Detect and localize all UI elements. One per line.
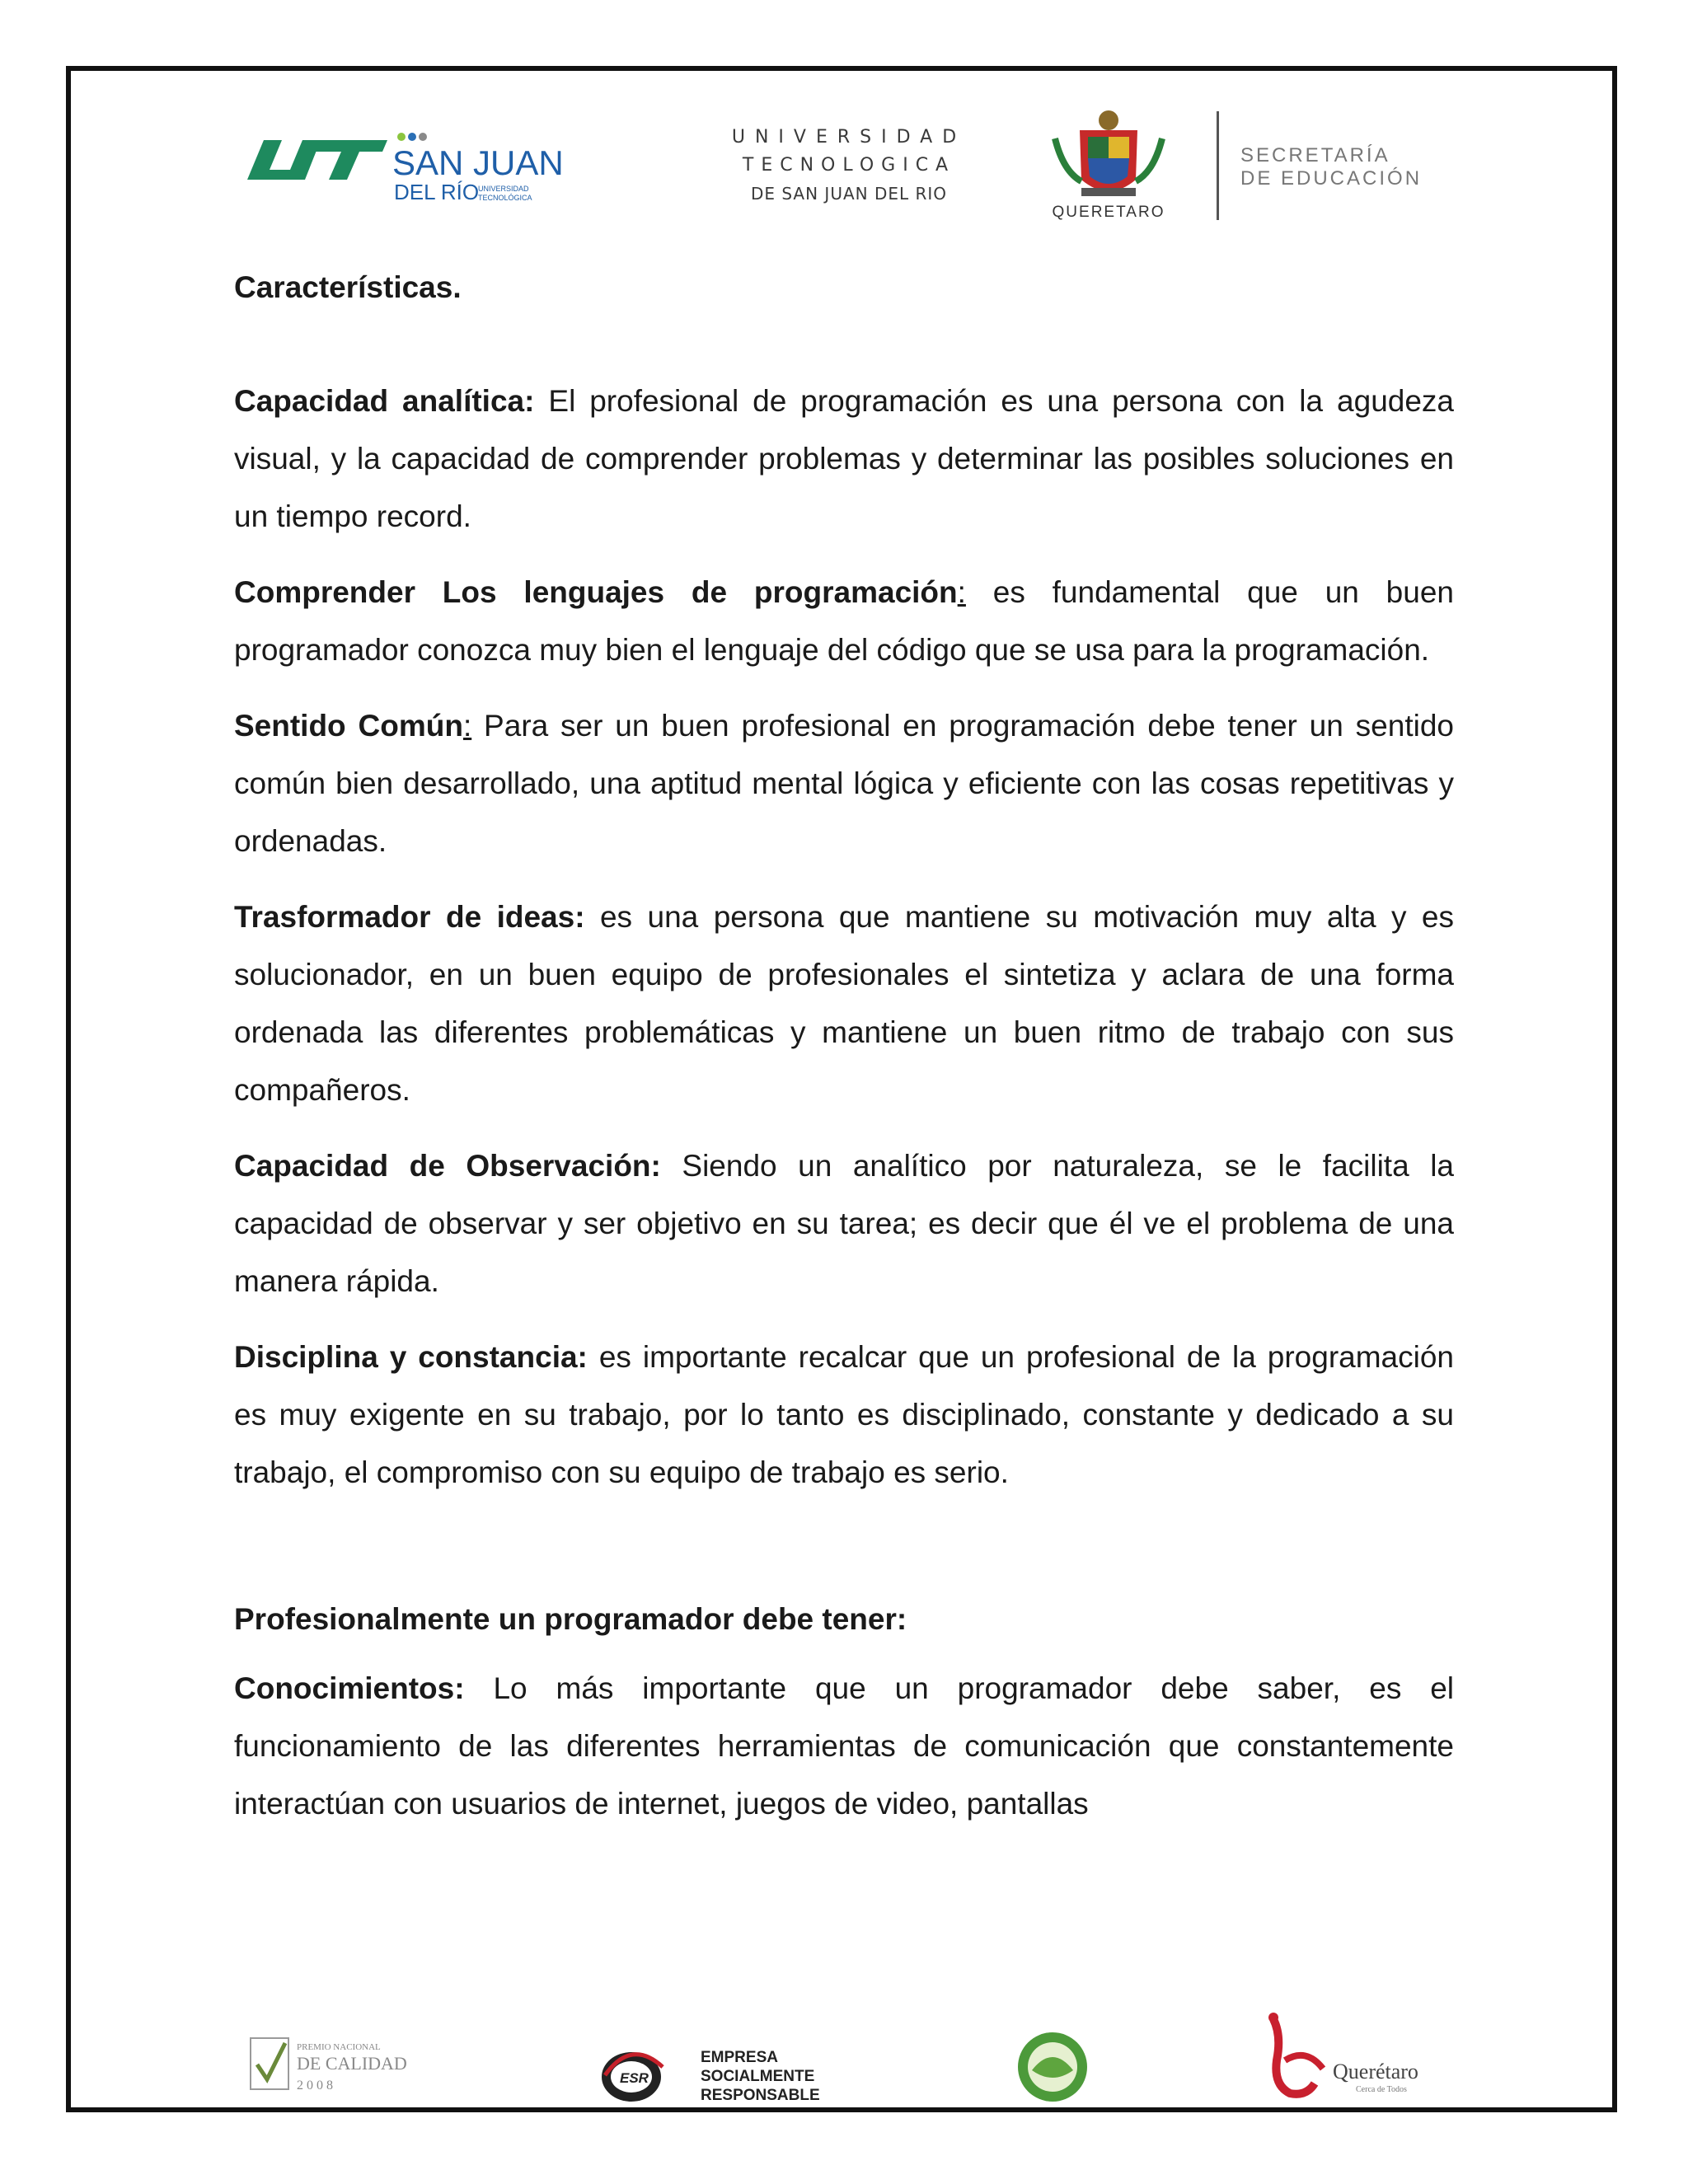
ut-subname: DEL RÍO (394, 180, 480, 204)
uni-line-2: TECNOLOGICA (742, 155, 956, 176)
section-heading-profesionalmente: Profesionalmente un programador debe tener: (234, 1602, 907, 1636)
item-term: Sentido Común (234, 709, 463, 743)
uni-line-1: UNIVERSIDAD (731, 127, 967, 148)
universidad-tecnologica-text (717, 124, 981, 208)
item-trasformador-ideas (234, 888, 1454, 1119)
item-colon: : (957, 575, 966, 609)
item-term: Capacidad analítica: (234, 384, 535, 418)
check-icon (257, 2043, 285, 2079)
item-text: El profesional de programación es una persona con la agudeza visual, y la capacidad de comprender problemas y determinar las posibles soluciones en un tiempo record. (234, 384, 1454, 533)
esr-line-1: EMPRESA (701, 2049, 778, 2066)
queretaro-label: QUERETARO (1052, 204, 1165, 221)
premio-nacional-calidad-logo (247, 2032, 429, 2097)
queretaro-tagline: Cerca de Todos (1356, 2085, 1407, 2094)
queretaro-footer-logo (1257, 2011, 1447, 2102)
item-text: es una persona que mantiene su motivación muy alta y es solucionador, en un buen equipo de profesionales el sintetiza y aclara de una forma ordenada las diferentes problemáticas y mantiene un buen ritmo de trabajo con sus compañeros. (234, 900, 1454, 1107)
item-term: Capacidad de Observación: (234, 1149, 661, 1183)
green-seal-icon (1007, 2027, 1098, 2106)
ut-name: SAN JUAN (392, 143, 564, 182)
item-capacidad-observacion (234, 1137, 1454, 1310)
item-text: Para ser un buen profesional en programación debe tener un sentido común bien desarrollado, una aptitud mental lógica y eficiente con las cosas repetitivas y ordenadas. (234, 709, 1454, 858)
item-text: Lo más importante que un programador debe saber, es el funcionamiento de las diferentes herramientas de comunicación que constantemente interactúan con usuarios de internet, juegos de video, pantallas (234, 1671, 1454, 1821)
item-comprender-lenguajes (234, 564, 1454, 679)
item-term: Conocimientos: (234, 1671, 465, 1705)
item-term: Trasformador de ideas: (234, 900, 585, 934)
item-disciplina-constancia (234, 1329, 1454, 1502)
item-text: es fundamental que un buen programador conozca muy bien el lenguaje del código que se usa para la programación. (234, 575, 1454, 667)
item-sentido-comun (234, 697, 1454, 870)
document-body (234, 262, 1454, 1851)
item-text: Siendo un analítico por naturaleza, se le facilita la capacidad de observar y ser objetivo en su tarea; es decir que él ve el problema de una manera rápida. (234, 1149, 1454, 1298)
uni-line-3: DE SAN JUAN DEL RIO (750, 184, 948, 204)
item-conocimientos (234, 1660, 1454, 1833)
sep-line-2: DE EDUCACIÓN (1240, 167, 1423, 190)
queretaro-name: Querétaro (1333, 2060, 1418, 2083)
premio-line-3: 2 0 0 8 (297, 2079, 333, 2093)
sep-line-1: SECRETARÍA (1240, 144, 1390, 166)
esr-line-3: RESPONSABLE (701, 2087, 820, 2104)
esr-badge-text: ESR (620, 2070, 649, 2086)
esr-line-2: SOCIALMENTE (701, 2068, 815, 2085)
ut-san-juan-logo (239, 124, 610, 206)
premio-line-2: DE CALIDAD (297, 2053, 407, 2074)
section-heading: Características. (234, 270, 462, 304)
header-divider (1217, 111, 1219, 220)
item-term: Disciplina y constancia: (234, 1340, 588, 1374)
item-capacidad-analitica (234, 373, 1454, 546)
ut-tag1: UNIVERSIDAD (478, 185, 529, 193)
item-term: Comprender Los lenguajes de programación (234, 575, 958, 609)
ut-tag2: TECNOLÓGICA (478, 194, 532, 202)
secretaria-educacion (1240, 144, 1422, 190)
item-text: es importante recalcar que un profesional de la programación es muy exigente en su trabajo, por lo tanto es disciplinado, constante y dedicado a su trabajo, el compromiso con su equipo de trabajo es serio. (234, 1340, 1454, 1489)
ut-mark-icon (247, 140, 387, 180)
item-colon: : (462, 709, 472, 743)
premio-line-1: PREMIO NACIONAL (297, 2042, 381, 2052)
esr-logo (598, 2042, 846, 2108)
